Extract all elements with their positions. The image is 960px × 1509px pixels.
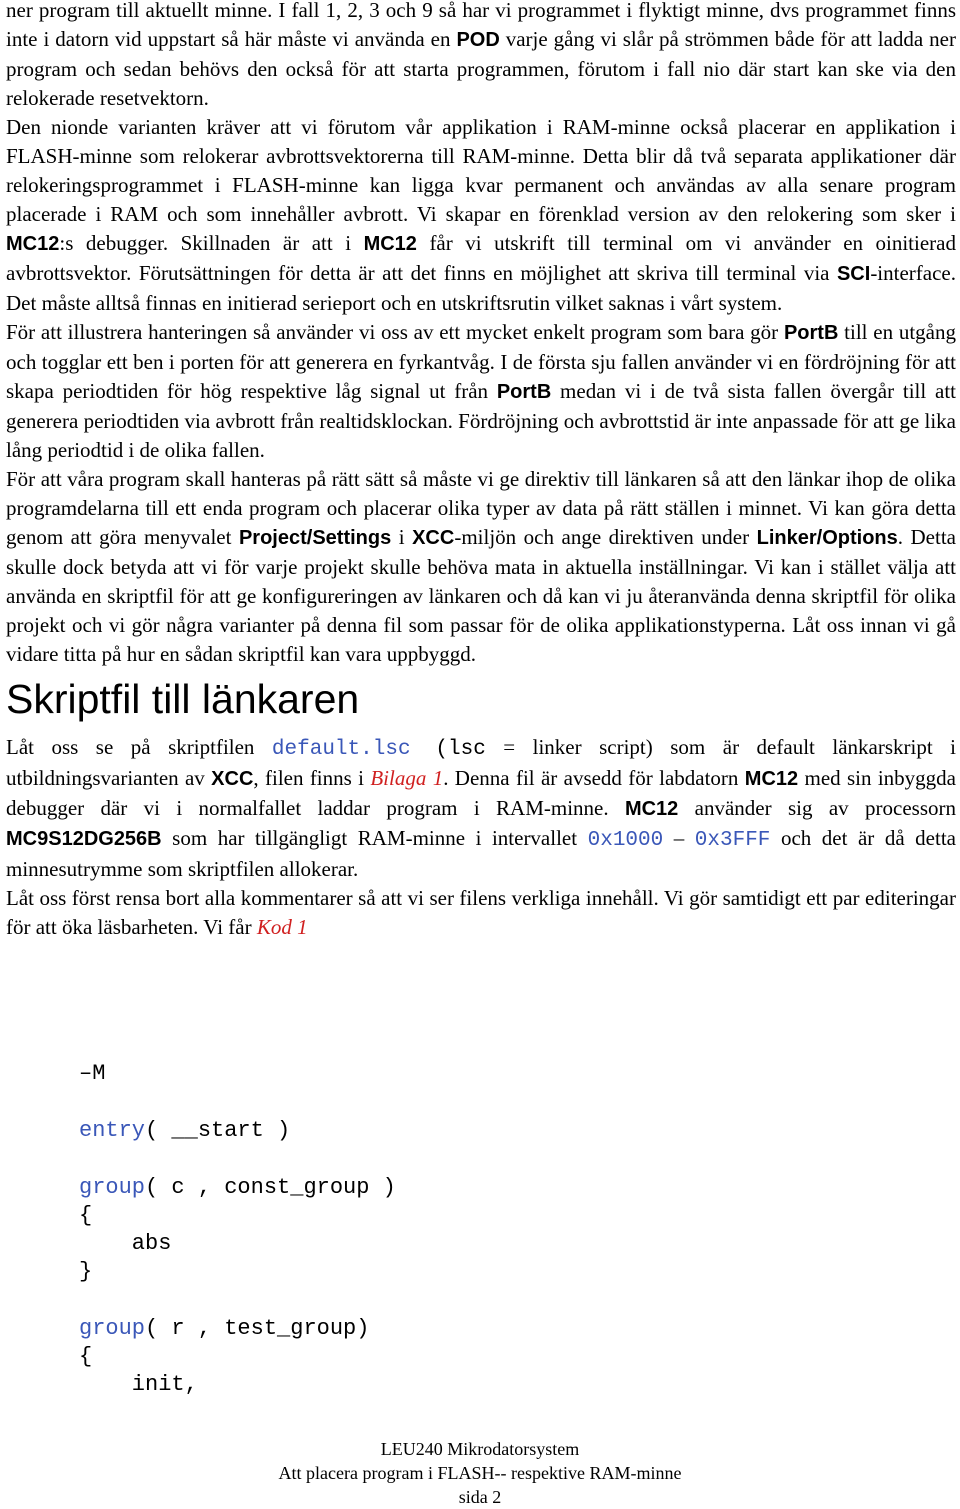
bold-term: PortB	[496, 381, 552, 403]
text: med sin inbyggda debugger där vi i normalfallet laddar program i RAM-minne.	[6, 766, 956, 820]
code-reference-link[interactable]: Kod 1	[256, 915, 308, 939]
text: -interface. Det måste alltså finnas en initierad serieport och en utskriftsrutin vilket saknas i vårt system.	[6, 261, 956, 315]
code-keyword: group	[79, 1175, 146, 1200]
text: :s debugger. Skillnaden är att i	[59, 231, 364, 255]
text: använder sig av processorn	[678, 796, 956, 820]
code-keyword: entry	[79, 1118, 146, 1143]
file-extension: (lsc	[410, 738, 486, 761]
text: . Detta skulle dock betyda att vi för varje projekt skulle behöva mata in aktuella inställningar. Vi kan i stället välja att använda en skriptfil för att ge konfigureringen av länkaren och då kan vi ju återanvända denna skriptfil för olika projekt och vi gör några varianter på denna fil som passar för de olika applikationstyperna. Låt oss innan vi gå vidare titta på hur en sådan skriptfil kan vara uppbyggd.	[6, 525, 956, 666]
text: , filen finns i	[253, 766, 371, 790]
paragraph-3	[6, 318, 956, 465]
text: till en utgång och togglar ett ben i porten för att generera en fyrkantvåg. I de första sju fallen använder vi en fördröjning för att skapa periodtiden för hög respektive låg signal ut från	[6, 320, 956, 403]
code-line: –M	[79, 1061, 106, 1086]
filename: default.lsc	[271, 738, 411, 761]
bold-term: MC12	[624, 798, 679, 820]
text: och det är då detta minnesutrymme som skriptfilen allokerar.	[6, 826, 956, 881]
text: -miljön och ange direktiven under	[454, 525, 757, 549]
bold-term: MC12	[6, 233, 60, 255]
code-keyword: group	[79, 1316, 146, 1341]
code-line	[79, 1174, 396, 1202]
bold-term: MC12	[744, 768, 799, 790]
code-text: ( r , test_group)	[145, 1316, 370, 1341]
text: får vi utskrift till terminal om vi använder en oinitierad avbrottsvektor. Förutsättningen för detta är att det finns en möjlighet att skriva till terminal via	[6, 231, 956, 285]
text: i	[391, 525, 413, 549]
text: För att våra program skall hanteras på rätt sätt så måste vi ge direktiv till länkaren så att den länkar ihop de olika programdelarna till ett enda program och placerar olika typer av data på rätt ställen i minnet. Vi kan göra detta genom att göra menyvalet	[6, 467, 956, 549]
bold-term: Linker/Options	[756, 527, 898, 549]
text: som har tillgängligt RAM-minne i intervallet	[161, 826, 588, 850]
section-heading: Skriptfil till länkaren	[6, 676, 360, 722]
paragraph-1	[6, 0, 956, 113]
bold-term: POD	[456, 29, 500, 51]
text: medan vi i de två sista fallen övergår till att generera periodtiden via avbrott från realtidsklockan. Fördröjning och avbrottstid är inte anpassade för att ge lika lång periodtid i de olika fallen.	[6, 379, 956, 462]
code-line	[79, 1315, 396, 1343]
bold-term: MC9S12DG256B	[6, 828, 162, 850]
paragraph-4	[6, 465, 956, 669]
text: –	[663, 826, 695, 850]
text: Den nionde varianten kräver att vi förutom vår applikation i RAM-minne också placerar en applikation i FLASH-minne som relokerar avbrottsvektorerna till RAM-minne. Detta blir då två separata applikationer där relokeringsprogrammet i FLASH-minne kan ligga kvar permanent och användas av alla senare program placerade i RAM och som innehåller avbrott. Vi skapar en förenklad version av den relokering som sker i	[6, 115, 956, 226]
code-line: }	[79, 1259, 93, 1284]
code-line: {	[79, 1344, 93, 1369]
bold-term: MC12	[363, 233, 417, 255]
footer-page-number: sida 2	[458, 1487, 502, 1507]
text: För att illustrera hanteringen så använder vi oss av ett mycket enkelt program som bara gör	[6, 320, 784, 344]
text: varje gång vi slår på strömmen både för att ladda ner program och sedan behövs den också för att starta programmen, förutom i fall nio där start kan ske via den relokerade resetvektorn.	[6, 27, 956, 110]
code-line: init,	[79, 1372, 198, 1397]
bold-term: XCC	[211, 768, 254, 790]
footer-title: Att placera program i FLASH-- respektive RAM-minne	[278, 1463, 682, 1483]
bold-term: SCI	[836, 263, 871, 285]
footer-course: LEU240 Mikrodatorsystem	[380, 1439, 580, 1459]
address-start: 0x1000	[587, 829, 664, 852]
paragraph-6	[6, 884, 956, 942]
appendix-link[interactable]: Bilaga 1	[370, 766, 444, 790]
text: . Denna fil är avsedd för labdatorn	[443, 766, 745, 790]
paragraph-5	[6, 733, 956, 884]
bold-term: Project/Settings	[238, 527, 392, 549]
text: Låt oss först rensa bort alla kommentarer så att vi ser filens verkliga innehåll. Vi gör samtidigt ett par editeringar för att öka läsbarheten. Vi får	[6, 886, 956, 939]
text: Låt oss se på skriptfilen	[6, 735, 272, 759]
bold-term: XCC	[412, 527, 455, 549]
code-text: ( c , const_group )	[145, 1175, 396, 1200]
page-footer	[0, 1437, 960, 1509]
code-text: ( __start )	[145, 1118, 291, 1143]
code-line: abs	[79, 1231, 172, 1256]
code-listing	[79, 1060, 396, 1399]
address-end: 0x3FFF	[694, 829, 771, 852]
text: ner program till aktuellt minne. I fall 1, 2, 3 och 9 så har vi programmet i flyktigt minne, dvs programmet finns inte i datorn vid uppstart så här måste vi använda en	[6, 0, 956, 51]
code-line: {	[79, 1203, 93, 1228]
document-page	[6, 0, 956, 942]
code-line	[79, 1117, 396, 1145]
paragraph-2	[6, 113, 956, 318]
bold-term: PortB	[783, 322, 839, 344]
text: = linker script) som är default länkarskript i utbildningsvarianten av	[6, 735, 956, 790]
